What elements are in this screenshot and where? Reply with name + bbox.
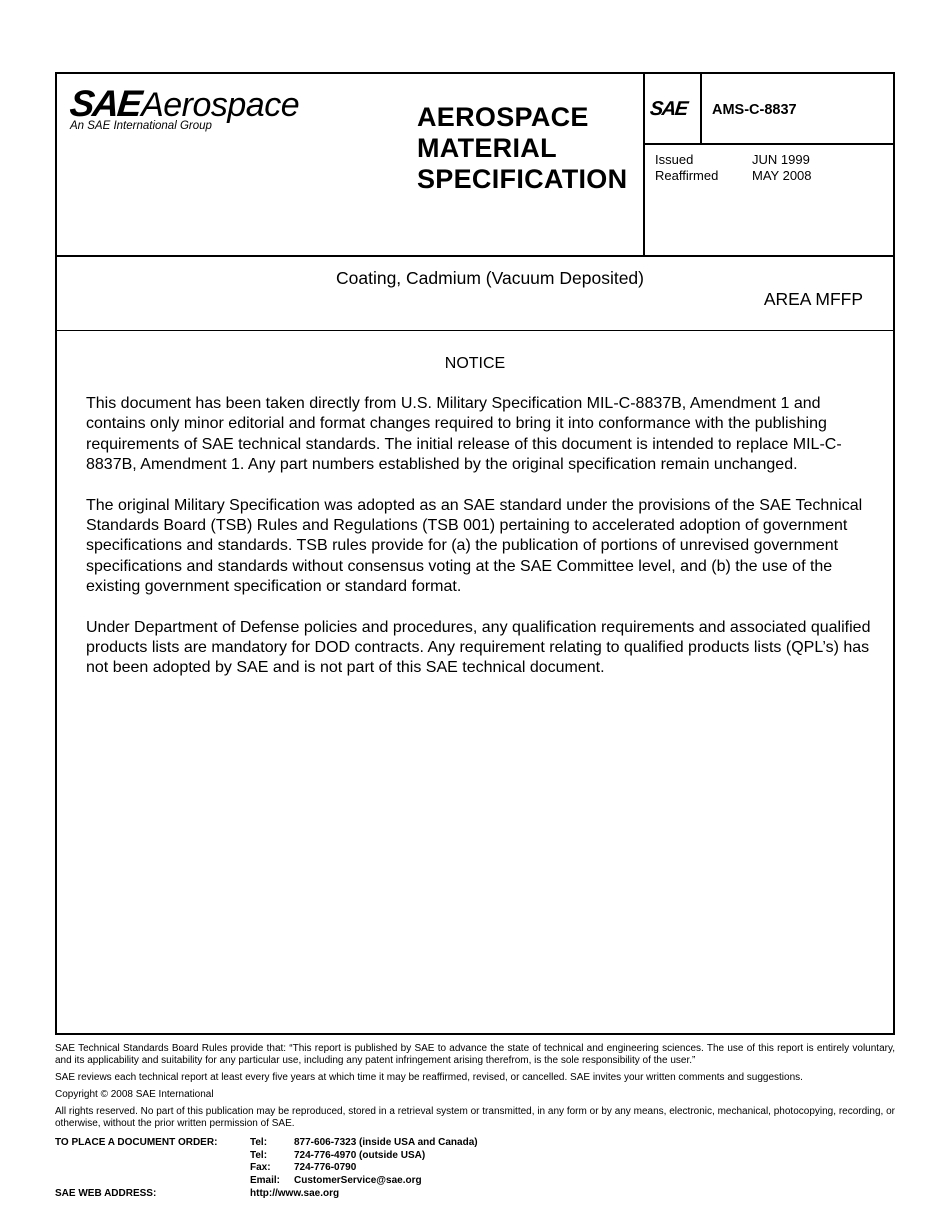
contact-line bbox=[250, 1175, 478, 1188]
sae-small-logo bbox=[645, 74, 702, 143]
order-label: TO PLACE A DOCUMENT ORDER: bbox=[55, 1137, 218, 1148]
title-row bbox=[57, 257, 893, 331]
contact-value: 877-606-7323 (inside USA and Canada) bbox=[294, 1137, 478, 1148]
document-title: Coating, Cadmium (Vacuum Deposited) bbox=[335, 268, 644, 288]
contact-value: 724-776-4970 (outside USA) bbox=[294, 1149, 426, 1161]
spec-title-line: AEROSPACE bbox=[417, 102, 589, 132]
area-code: AREA MFFP bbox=[763, 289, 863, 309]
doc-number: AMS-C-8837 bbox=[712, 102, 797, 118]
sae-aerospace-logo bbox=[67, 83, 300, 132]
doc-number-row bbox=[645, 74, 895, 145]
issued-value: JUN 1999 bbox=[752, 152, 810, 167]
doc-dates bbox=[655, 152, 812, 184]
spec-title bbox=[417, 102, 627, 195]
web-label: SAE WEB ADDRESS: bbox=[55, 1188, 157, 1199]
footer-legal bbox=[55, 1043, 895, 1135]
footer-paragraph: Copyright © 2008 SAE International bbox=[55, 1089, 214, 1100]
contact-line bbox=[250, 1162, 478, 1175]
notice-paragraph: Under Department of Defense policies and procedures, any qualification requirements and associated qualified products lists are mandatory for DOD contracts. Any requirement relating to qualified products lists (QPL’s) has not been adopted by SAE and is not part of this SAE technical document. bbox=[86, 618, 871, 677]
order-contacts bbox=[250, 1137, 478, 1187]
spec-title-line: MATERIAL bbox=[417, 133, 557, 163]
contact-key: Tel: bbox=[250, 1149, 268, 1161]
spec-title-line: SPECIFICATION bbox=[417, 164, 628, 194]
web-link[interactable]: http://www.sae.org bbox=[250, 1188, 340, 1199]
contact-line bbox=[250, 1137, 478, 1150]
issued-label: Issued bbox=[655, 152, 694, 167]
logo-word: Aerospace bbox=[141, 86, 300, 124]
web-address bbox=[55, 1188, 340, 1199]
logo-brand: SAE bbox=[67, 83, 143, 124]
notice-body bbox=[86, 394, 872, 699]
doc-info-box bbox=[643, 74, 895, 255]
email-link[interactable]: CustomerService@sae.org bbox=[294, 1174, 422, 1186]
contact-key: Email: bbox=[250, 1174, 281, 1186]
contact-key: Fax: bbox=[250, 1162, 271, 1173]
reaffirmed-value: MAY 2008 bbox=[752, 168, 812, 183]
small-logo-text: SAE bbox=[648, 98, 688, 120]
notice-paragraph: The original Military Specification was adopted as an SAE standard under the provisions of the SAE Technical Standards Board (TSB) Rules and Regulations (TSB 001) pertaining to accelerated adoption of government specifications and standards. TSB rules provide for (a) the publication of portions of unrevised government specifications and standards without consensus voting at the SAE Committee level, and (b) the use of the existing government specification or standard format. bbox=[86, 496, 863, 596]
notice-heading: NOTICE bbox=[444, 355, 506, 372]
contact-value: 724-776-0790 bbox=[294, 1162, 357, 1173]
notice-paragraph: This document has been taken directly from U.S. Military Specification MIL-C-8837B, Amendment 1 and contains only minor editorial and format changes required to bring it into conformance with the publishing requirements of SAE technical standards. The initial release of this document is intended to replace MIL-C-8837B, Amendment 1. Any part numbers established by the original specification remain unchanged. bbox=[86, 395, 842, 474]
header-row bbox=[57, 74, 893, 257]
logo-tagline: An SAE International Group bbox=[70, 120, 212, 132]
contact-line bbox=[250, 1150, 478, 1163]
reaffirmed-label: Reaffirmed bbox=[655, 168, 719, 183]
contact-key: Tel: bbox=[250, 1137, 268, 1148]
document-frame bbox=[55, 72, 895, 1035]
footer-paragraph: SAE reviews each technical report at least every five years at which time it may be reaffirmed, revised, or cancelled. SAE invites your written comments and suggestions. bbox=[55, 1072, 803, 1083]
footer-paragraph: SAE Technical Standards Board Rules provide that: “This report is published by SAE to advance the state of technical and engineering sciences. The use of this report is entirely voluntary, and its applicability and suitability for any particular use, including any patent infringement arising therefrom, is the sole responsibility of the user.” bbox=[55, 1043, 895, 1066]
footer-paragraph: All rights reserved. No part of this publication may be reproduced, stored in a retrieval system or transmitted, in any form or by any means, electronic, mechanical, photocopying, recording, or otherwise, without the prior written permission of SAE. bbox=[55, 1106, 895, 1129]
